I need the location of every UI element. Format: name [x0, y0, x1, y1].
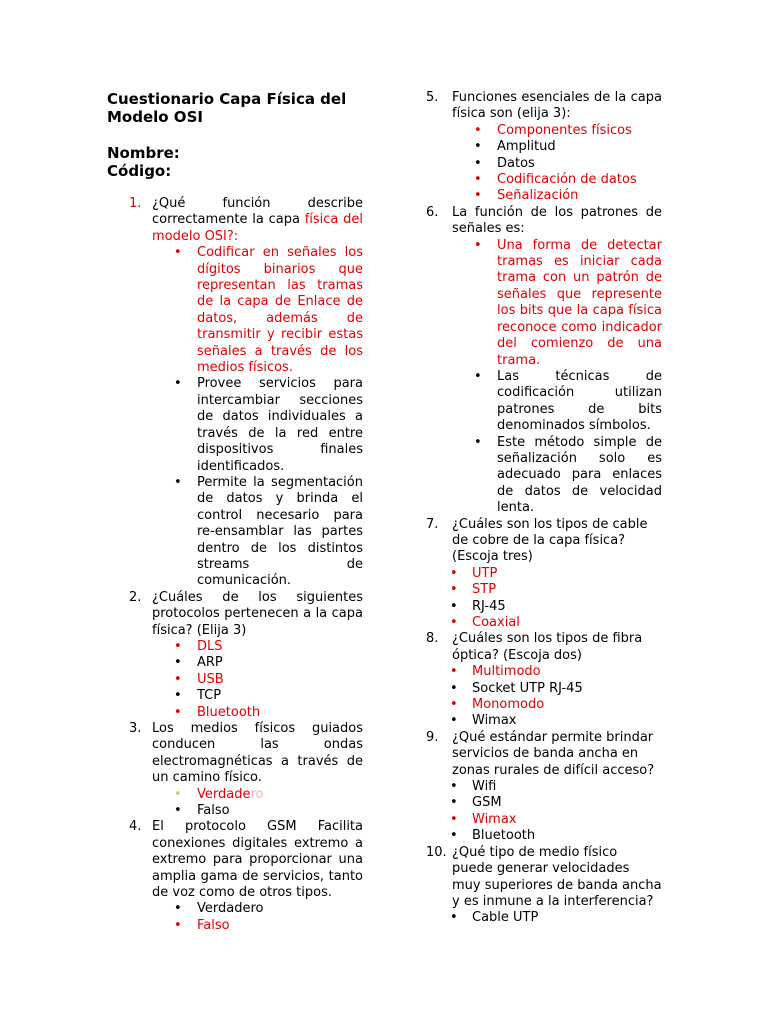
bullet-icon: •	[450, 598, 458, 614]
bullet-icon: •	[474, 237, 482, 253]
option-item	[152, 655, 363, 671]
option-text: Wimax	[472, 811, 517, 827]
question-text: ¿Qué tipo de medio físico puede generar velocidades muy superiores de banda ancha y es inmune a la interferencia?	[452, 844, 662, 909]
question-10	[426, 845, 662, 927]
question-number: 6.	[426, 204, 439, 220]
title-line-2: Modelo OSI	[107, 108, 203, 126]
option-item	[452, 828, 662, 844]
question-text: ¿Cuáles son los tipos de cable de cobre de la capa física? (Escoja tres)	[452, 516, 648, 565]
option-text: Datos	[497, 155, 535, 171]
question-3	[107, 721, 363, 819]
question-6	[426, 205, 662, 517]
option-text: Provee servicios para intercambiar secciones de datos individuales a través de la red entre dispositivos finales identificados.	[197, 376, 363, 474]
question-text-part: ¿Qué función describe correctamente la capa	[152, 196, 363, 228]
option-item	[152, 705, 363, 721]
option-item	[152, 688, 363, 704]
option-item	[452, 779, 662, 795]
option-text: DLS	[197, 638, 223, 654]
question-9	[426, 730, 662, 845]
bullet-icon: •	[450, 779, 458, 795]
options-list	[152, 639, 363, 721]
question-text	[152, 196, 363, 245]
option-text: Coaxial	[472, 615, 520, 630]
option-item	[452, 123, 662, 139]
title-line-1: Cuestionario Capa Física del	[107, 90, 347, 108]
bullet-icon: •	[474, 139, 482, 155]
option-text: Multimodo	[472, 664, 541, 680]
bullet-icon: •	[174, 376, 182, 392]
nombre-label: Nombre:	[107, 144, 180, 162]
bullet-icon: •	[174, 474, 182, 490]
option-item	[152, 475, 363, 590]
bullet-icon: •	[474, 155, 482, 171]
option-item	[452, 566, 662, 582]
option-item	[452, 664, 662, 680]
bullet-icon: •	[450, 713, 458, 729]
question-number: 4.	[129, 819, 142, 835]
option-item	[152, 639, 363, 655]
option-item	[152, 918, 363, 934]
bullet-icon: •	[174, 655, 182, 671]
question-7	[426, 517, 662, 632]
bullet-icon: •	[174, 671, 182, 687]
option-text: Cable UTP	[472, 910, 539, 926]
codigo-label: Código:	[107, 162, 172, 180]
option-text: UTP	[472, 565, 498, 581]
option-item	[452, 910, 662, 926]
option-text: Permite la segmentación de datos y brinda el control necesario para re-ensamblar las partes dentro de los distintos streams de comunicación.	[197, 474, 363, 589]
option-text: USB	[197, 671, 224, 687]
question-number: 7.	[426, 516, 439, 532]
question-1	[107, 196, 363, 590]
options-list	[452, 664, 662, 730]
question-text: El protocolo GSM Facilita conexiones digitales extremo a extremo para proporcionar una amplia gama de servicios, tanto de voz como de otros tipos.	[152, 819, 363, 901]
question-text-highlight: física del modelo OSI?:	[152, 212, 363, 244]
option-text: Verdadero	[197, 901, 264, 917]
options-list	[152, 901, 363, 934]
option-text: GSM	[472, 795, 502, 811]
options-list	[452, 123, 662, 205]
option-text: Wifi	[472, 779, 497, 795]
option-text: TCP	[197, 688, 222, 704]
bullet-icon: •	[450, 615, 458, 630]
bullet-icon: •	[450, 811, 458, 827]
bullet-icon: •	[450, 680, 458, 696]
bullet-icon: •	[174, 638, 182, 654]
option-text: Codificar en señales los dígitos binarios que representan las tramas de la capa de Enlace de datos, además de transmitir y recibir estas señales a través de los medios físicos.	[197, 245, 363, 376]
option-item	[452, 139, 662, 155]
question-number: 2.	[129, 589, 142, 605]
bullet-icon: •	[474, 368, 482, 384]
question-text: Funciones esenciales de la capa física son (elija 3):	[452, 90, 662, 122]
option-text: Bluetooth	[472, 828, 536, 844]
option-item	[152, 787, 363, 803]
question-number: 8.	[426, 631, 439, 647]
option-item	[452, 713, 662, 729]
options-list	[452, 566, 662, 632]
option-text: Codificación de datos	[497, 172, 637, 188]
option-item	[452, 172, 662, 188]
question-number: 9.	[426, 729, 439, 745]
option-item	[152, 803, 363, 819]
option-text: Bluetooth	[197, 704, 261, 720]
options-list	[452, 779, 662, 845]
bullet-icon: •	[474, 434, 482, 450]
bullet-icon: •	[450, 565, 458, 581]
option-text: STP	[472, 582, 497, 598]
option-text: Componentes físicos	[497, 122, 632, 138]
bullet-icon: •	[474, 172, 482, 188]
option-item	[152, 245, 363, 376]
question-4	[107, 819, 363, 934]
option-text-faint: ro	[250, 786, 264, 802]
option-text: Falso	[197, 803, 230, 819]
question-text: ¿Cuáles son los tipos de fibra óptica? (Escoja dos)	[452, 631, 643, 663]
option-item	[452, 812, 662, 828]
option-item	[452, 582, 662, 598]
question-8	[426, 631, 662, 729]
question-5	[426, 90, 662, 205]
options-list	[152, 245, 363, 590]
option-item	[452, 599, 662, 615]
option-text: Verdade	[197, 786, 251, 802]
option-item	[152, 672, 363, 688]
option-text: Monomodo	[472, 697, 545, 713]
bullet-icon: •	[450, 664, 458, 680]
option-text: Amplitud	[497, 139, 556, 155]
question-number: 3.	[129, 721, 142, 736]
option-text: Este método simple de señalización solo es adecuado para enlaces de datos de velocidad lenta.	[497, 434, 662, 516]
option-text: Falso	[197, 917, 230, 933]
option-item	[452, 369, 662, 435]
bullet-icon: •	[174, 704, 182, 720]
option-item	[152, 376, 363, 474]
option-item	[452, 435, 662, 517]
option-text: ARP	[197, 655, 223, 671]
option-item	[452, 238, 662, 369]
question-2	[107, 590, 363, 721]
question-number: 1.	[129, 196, 142, 211]
bullet-icon: •	[174, 917, 182, 933]
options-list	[152, 787, 363, 820]
option-item	[452, 156, 662, 172]
option-text: Una forma de detectar tramas es iniciar cada trama con un patrón de señales que represente los bits que la capa física reconoce como indicador del comienzo de una trama.	[497, 237, 662, 368]
student-fields	[107, 144, 363, 180]
bullet-icon: •	[174, 786, 182, 802]
right-column	[426, 90, 662, 927]
option-item	[152, 901, 363, 917]
options-list	[452, 910, 662, 926]
bullet-icon: •	[450, 910, 458, 926]
bullet-icon: •	[174, 803, 182, 819]
option-item	[452, 188, 662, 204]
option-text: RJ-45	[472, 598, 506, 614]
bullet-icon: •	[174, 688, 182, 704]
question-number: 10.	[426, 844, 447, 860]
option-text: Las técnicas de codificación utilizan patrones de bits denominados símbolos.	[497, 368, 662, 434]
bullet-icon: •	[474, 122, 482, 138]
bullet-icon: •	[474, 188, 482, 204]
question-text: La función de los patrones de señales es:	[452, 204, 662, 237]
question-text: ¿Cuáles de los siguientes protocolos pertenecen a la capa física? (Elija 3)	[152, 589, 363, 638]
option-text: Señalización	[497, 188, 579, 204]
option-item	[452, 697, 662, 713]
bullet-icon: •	[450, 582, 458, 598]
option-item	[452, 795, 662, 811]
question-number: 5.	[426, 90, 439, 105]
bullet-icon: •	[450, 697, 458, 713]
question-text: Los medios físicos guiados conducen las ondas electromagnéticas a través de un camino físico.	[152, 721, 363, 786]
bullet-icon: •	[174, 901, 182, 917]
question-text: ¿Qué estándar permite brindar servicios de banda ancha en zonas rurales de difícil acceso?	[452, 729, 655, 778]
left-column	[107, 90, 363, 934]
option-item	[452, 681, 662, 697]
options-list	[452, 238, 662, 517]
bullet-icon: •	[450, 795, 458, 811]
option-text: Socket UTP RJ-45	[472, 680, 583, 696]
document-title	[107, 90, 363, 126]
bullet-icon: •	[450, 828, 458, 844]
option-text: Wimax	[472, 713, 517, 729]
bullet-icon: •	[174, 245, 182, 261]
option-item	[452, 615, 662, 631]
